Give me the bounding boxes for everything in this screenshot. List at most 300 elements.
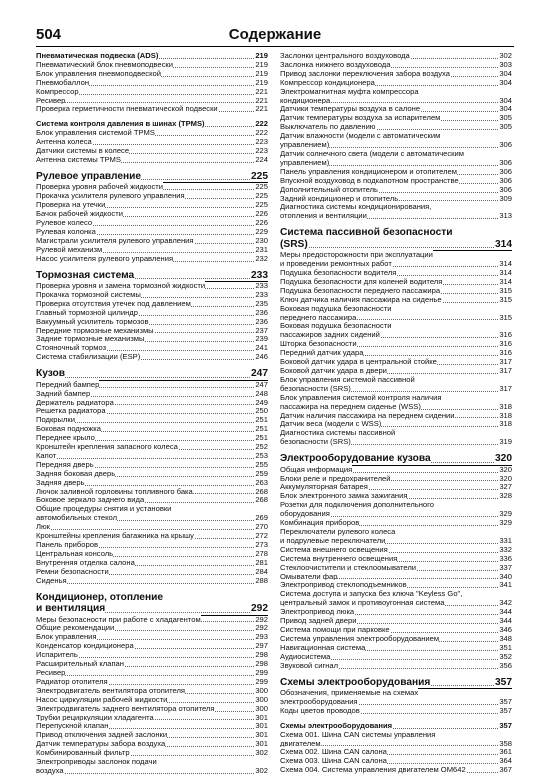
entry-page-number: 268: [255, 486, 268, 496]
entry-page-number: 348: [499, 633, 512, 643]
entry-page-number: 320: [499, 464, 512, 474]
entry-title: и проведении ремонтных работ: [280, 259, 392, 269]
entry-page-number: 319: [499, 437, 512, 447]
entry-page-number: 341: [499, 580, 512, 590]
entry-title: Передний датчик удара: [280, 348, 364, 358]
entry-page-number: 329: [499, 518, 512, 528]
entry-title: Стеклоочистители и стеклоомыватели: [280, 562, 417, 572]
entry-title: автомобильных стекол: [36, 513, 117, 523]
entry-page-number: 299: [255, 667, 268, 677]
entry-title: безопасности (SRS): [280, 437, 351, 447]
entry-title: Датчики системы в колесе: [36, 146, 130, 156]
section-page-number: 292: [251, 603, 268, 615]
entry-title: Диагностика системы пассивной: [280, 428, 396, 438]
entry-page-number: 300: [255, 703, 268, 713]
entry-title: Коды цветов проводов: [280, 705, 360, 715]
entry-page-number: 233: [255, 289, 268, 299]
entry-title: управлением): [280, 140, 330, 150]
entry-page-number: 232: [255, 253, 268, 263]
entry-page-number: 268: [255, 495, 268, 505]
toc-entry: [36, 353, 268, 362]
entry-page-number: 226: [255, 218, 268, 227]
entry-title: Электроприводы заслонок подачи: [36, 757, 157, 767]
entry-title: оборудования: [280, 509, 330, 519]
entry-title: и подрулевые переключатели: [280, 535, 386, 545]
entry-title: Капот: [36, 450, 57, 460]
entry-page-number: 327: [499, 482, 512, 492]
entry-title: Держатель радиатора: [36, 397, 114, 407]
entry-page-number: 305: [499, 113, 512, 123]
entry-title: Передние тормозные механизмы: [36, 325, 154, 335]
entry-page-number: 351: [499, 642, 512, 652]
toc-column-left: [36, 52, 268, 776]
entry-title: Насос циркуляции рабочей жидкости: [36, 694, 168, 704]
entry-page-number: 301: [255, 739, 268, 749]
entry-page-number: 221: [255, 104, 268, 114]
entry-title: Проверка уровня рабочей жидкости: [36, 182, 164, 192]
entry-title: Пневматическая подвеска (ADS): [36, 51, 159, 60]
entry-title: Кронштейны крепления багажника на крышу: [36, 531, 194, 541]
entry-title: Проверка уровня и замена тормозной жидкости: [36, 281, 206, 291]
entry-page-number: 306: [499, 140, 512, 150]
entry-page-number: 342: [499, 598, 512, 608]
entry-title: Компрессор: [36, 86, 79, 96]
entry-page-number: 304: [499, 68, 512, 78]
entry-title: Аудиосистема: [280, 651, 331, 661]
entry-title: Задняя боковая дверь: [36, 468, 116, 478]
entry-page-number: 225: [255, 200, 268, 210]
entry-title: Ресивер: [36, 667, 66, 677]
entry-page-number: 292: [255, 623, 268, 633]
entry-page-number: 221: [255, 95, 268, 105]
entry-page-number: 278: [255, 548, 268, 558]
entry-title: Вакуумный усилитель тормозов: [36, 316, 149, 326]
entry-title: Кронштейн крепления запасного колеса: [36, 442, 178, 452]
entry-page-number: 316: [499, 339, 512, 349]
entry-page-number: 320: [499, 473, 512, 483]
entry-page-number: 305: [499, 122, 512, 132]
entry-title: Боковая подушка безопасности: [280, 321, 392, 331]
entry-title: отопления и вентиляции: [280, 211, 367, 221]
entry-page-number: 250: [255, 406, 268, 416]
section-heading-line2: и вентиляция: [36, 603, 106, 615]
entry-page-number: 221: [255, 86, 268, 96]
entry-page-number: 306: [499, 166, 512, 176]
toc-entry: [36, 255, 268, 264]
entry-page-number: 301: [255, 730, 268, 740]
entry-page-number: 356: [499, 660, 512, 670]
entry-page-number: 235: [255, 298, 268, 308]
entry-title: Рулевая колонка: [36, 226, 96, 236]
entry-page-number: 231: [255, 244, 268, 254]
entry-title: Подушка безопасности переднего пассажира: [280, 285, 441, 295]
entry-page-number: 281: [255, 557, 268, 567]
entry-page-number: 219: [255, 77, 268, 87]
entry-title: Меры предосторожности при эксплуатации: [280, 250, 433, 260]
entry-page-number: 219: [255, 51, 268, 60]
entry-title: Аккумуляторная батарея: [280, 482, 368, 492]
entry-page-number: 328: [499, 491, 512, 501]
entry-title: Привод задней двери: [280, 616, 357, 626]
entry-title: Датчик веса (модели с WSS): [280, 419, 382, 429]
entry-title: Заслонки центрального воздуховода: [280, 51, 410, 60]
entry-page-number: 317: [499, 383, 512, 393]
entry-title: Ремни безопасности: [36, 566, 109, 576]
entry-title: Общие процедуры снятия и установки: [36, 504, 172, 514]
entry-title: Меры безопасности при работе с хладагентом: [36, 614, 201, 624]
entry-title: Насос усилителя рулевого управления: [36, 253, 174, 263]
entry-title: Боковая подножка: [36, 424, 101, 434]
section-page-number: 320: [495, 453, 512, 465]
entry-page-number: 337: [499, 562, 512, 572]
toc-entry: [36, 568, 268, 577]
entry-page-number: 306: [499, 184, 512, 194]
entry-page-number: 316: [499, 330, 512, 340]
entry-title: Омыватели фар: [280, 571, 338, 581]
page-title: Содержание: [228, 26, 322, 43]
section-heading: [36, 592, 268, 616]
section-page-number: 247: [251, 368, 268, 380]
entry-page-number: 236: [255, 307, 268, 317]
entry-page-number: 314: [499, 268, 512, 278]
entry-title: Задние тормозные механизмы: [36, 334, 145, 344]
entry-title: Блок управления: [36, 632, 97, 642]
entry-title: Общая информация: [280, 464, 353, 474]
entry-page-number: 247: [255, 379, 268, 389]
entry-page-number: 237: [255, 325, 268, 335]
entry-page-number: 272: [255, 531, 268, 541]
entry-page-number: 292: [255, 614, 268, 624]
entry-title: Рулевое колесо: [36, 218, 93, 227]
entry-title: Пневмобаллон: [36, 77, 90, 87]
section-heading-text: Кузов: [36, 368, 66, 380]
toc-entry: [36, 156, 268, 165]
toc-entry: [280, 212, 512, 221]
entry-title: Стояночный тормоз: [36, 343, 107, 353]
entry-title: Система помощи при парковке: [280, 624, 390, 634]
entry-title: Блоки реле и предохранителей: [280, 473, 391, 483]
entry-title: Датчик влажности (модели с автоматическим: [280, 131, 441, 141]
entry-title: Впускной воздуховод в подкапотном пространстве: [280, 175, 459, 185]
entry-page-number: 255: [255, 459, 268, 469]
entry-page-number: 301: [255, 712, 268, 722]
entry-title: Пневматический блок пневмоподвески: [36, 59, 173, 69]
entry-page-number: 317: [499, 366, 512, 375]
entry-title: Датчик наличия пассажира на переднем сидении: [280, 410, 455, 420]
entry-title: Задний кондиционер и отопитель: [280, 193, 399, 203]
entry-page-number: 219: [255, 68, 268, 78]
section-heading-line2: (SRS): [280, 238, 308, 250]
entry-title: Подушка безопасности для коленей водителя: [280, 276, 443, 286]
section-heading-text: Электрооборудование кузова: [280, 453, 431, 465]
entry-title: Проверка герметичности пневматической подвески: [36, 104, 218, 114]
entry-title: Схема 004. Система управления двигателем OM642: [280, 765, 466, 775]
toc-entry: [36, 767, 268, 776]
entry-title: пассажира на переднем сиденье (WSS): [280, 401, 421, 411]
entry-page-number: 302: [255, 748, 268, 758]
entry-title: Блок управления пневмоподвеской: [36, 68, 161, 78]
entry-title: Схемы электрооборудования: [280, 720, 393, 730]
entry-page-number: 314: [499, 276, 512, 286]
section-heading-line1: Кондиционер, отопление: [36, 591, 164, 603]
entry-page-number: 346: [499, 624, 512, 634]
entry-title: Передняя дверь: [36, 459, 94, 469]
entry-title: Комбинация приборов: [280, 518, 360, 528]
entry-title: Розетки для подключения дополнительного: [280, 500, 434, 510]
entry-page-number: 298: [255, 650, 268, 660]
entry-title: Центральная консоль: [36, 548, 114, 558]
toc-entry: [36, 577, 268, 586]
entry-title: переднего пассажира: [280, 312, 357, 322]
entry-title: кондиционера: [280, 95, 331, 105]
entry-title: Проверка отсутствия утечек под давлением: [36, 298, 191, 308]
toc-entry: [36, 443, 268, 452]
entry-page-number: 331: [499, 535, 512, 545]
entry-title: Испаритель: [36, 650, 78, 660]
toc-entry: [36, 758, 268, 767]
entry-page-number: 306: [499, 175, 512, 185]
entry-title: Передний бампер: [36, 379, 100, 389]
entry-page-number: 225: [255, 191, 268, 201]
entry-title: Комбинированный фильтр: [36, 748, 130, 758]
entry-title: Расширительный клапан: [36, 659, 124, 669]
entry-title: Главный тормозной цилиндр: [36, 307, 138, 317]
entry-title: пассажиров задних сидений: [280, 330, 380, 340]
entry-page-number: 249: [255, 397, 268, 407]
entry-title: Решетка радиатора: [36, 406, 106, 416]
entry-page-number: 364: [499, 756, 512, 766]
entry-page-number: 340: [499, 571, 512, 581]
entry-page-number: 222: [255, 128, 268, 138]
entry-page-number: 298: [255, 659, 268, 669]
section-page-number: 314: [495, 238, 512, 250]
entry-page-number: 304: [499, 104, 512, 114]
entry-title: Система управления электрооборудованием: [280, 633, 440, 643]
entry-title: Привод отключения задней заслонки: [36, 730, 168, 740]
section-heading-line1: Система пассивной безопасности: [280, 227, 453, 239]
entry-page-number: 273: [255, 540, 268, 549]
entry-title: Сиденья: [36, 575, 67, 585]
entry-page-number: 219: [255, 59, 268, 69]
entry-title: Блок управления системой TPMS: [36, 128, 155, 138]
toc-entry: [36, 660, 268, 669]
entry-page-number: 222: [255, 119, 268, 129]
entry-title: Лючок заливной горловины топливного бака: [36, 486, 193, 496]
entry-page-number: 248: [255, 388, 268, 398]
entry-title: Панель управления кондиционером и отопителем: [280, 166, 457, 176]
entry-title: управлением): [280, 157, 330, 167]
entry-title: Звуковой сигнал: [280, 660, 339, 670]
entry-page-number: 357: [499, 720, 512, 730]
entry-title: Компрессор кондиционера: [280, 77, 375, 87]
entry-title: Антенна колеса: [36, 137, 92, 147]
entry-title: Подушка безопасности водителя: [280, 268, 397, 278]
section-page-number: 225: [251, 170, 268, 182]
entry-title: Блок управления системой пассивной: [280, 374, 415, 384]
entry-title: безопасности (SRS): [280, 383, 351, 393]
entry-title: Проверка на утечки: [36, 200, 106, 210]
entry-page-number: 316: [499, 348, 512, 358]
entry-title: Система внешнего освещения: [280, 544, 388, 554]
section-heading: [280, 227, 512, 251]
entry-title: Электропривод люка: [280, 607, 355, 617]
entry-page-number: 315: [499, 285, 512, 295]
entry-title: Датчик солнечного света (модели с автоматическим: [280, 148, 464, 158]
entry-page-number: 306: [499, 157, 512, 167]
entry-page-number: 344: [499, 616, 512, 626]
entry-title: Датчики температуры воздуха в салоне: [280, 104, 421, 114]
toc-entry: [36, 105, 268, 114]
entry-title: Электропривод стеклоподъемников: [280, 580, 407, 590]
toc-entry: [36, 514, 268, 523]
entry-page-number: 300: [255, 694, 268, 704]
entry-page-number: 253: [255, 450, 268, 460]
entry-title: Боковой датчик удара в центральной стойке: [280, 357, 437, 367]
entry-title: Датчик температуры забора воздуха: [36, 739, 166, 749]
entry-page-number: 309: [499, 193, 512, 203]
entry-page-number: 288: [255, 575, 268, 585]
entry-title: Навигационная система: [280, 642, 366, 652]
entry-page-number: 224: [255, 154, 268, 164]
entry-page-number: 293: [255, 632, 268, 642]
entry-title: Подкрылки: [36, 415, 75, 425]
entry-title: Рулевой механизм: [36, 244, 103, 254]
entry-title: Прокачка усилителя рулевого управления: [36, 191, 185, 201]
section-page-number: 357: [495, 676, 512, 688]
entry-title: Диагностика системы кондиционирования,: [280, 202, 432, 212]
entry-page-number: 318: [499, 410, 512, 420]
entry-title: Датчик температуры воздуха за испарителем: [280, 113, 441, 123]
entry-page-number: 233: [255, 281, 268, 291]
page-number: 504: [36, 26, 62, 43]
entry-page-number: 317: [499, 357, 512, 367]
entry-title: Схема 001. Шина CAN системы управления: [280, 729, 436, 739]
entry-title: Переднее крыло: [36, 433, 95, 443]
entry-title: Выключатель по давлению: [280, 122, 376, 132]
entry-title: Люк: [36, 522, 51, 532]
entry-page-number: 270: [255, 522, 268, 532]
entry-title: Дополнительный отопитель: [280, 184, 379, 194]
entry-page-number: 251: [255, 415, 268, 425]
entry-page-number: 225: [255, 182, 268, 192]
entry-page-number: 314: [499, 259, 512, 269]
page-header: [36, 26, 514, 47]
toc-entry: [280, 662, 512, 671]
entry-title: Радиатор отопителя: [36, 676, 108, 686]
entry-title: двигателем: [280, 738, 321, 748]
section-heading-text: Рулевое управление: [36, 170, 142, 182]
entry-page-number: 315: [499, 294, 512, 304]
entry-title: Заслонка нижнего воздуховода: [280, 59, 391, 69]
entry-page-number: 236: [255, 316, 268, 326]
entry-title: Конденсатор кондиционера: [36, 641, 134, 651]
entry-title: Блок управления системой контроля наличия: [280, 392, 442, 402]
entry-page-number: 297: [255, 641, 268, 651]
entry-title: Электродвигатель заднего вентилятора отопителя: [36, 703, 215, 713]
entry-page-number: 302: [255, 765, 268, 775]
entry-page-number: 239: [255, 334, 268, 344]
entry-title: Боковое зеркало заднего вида: [36, 495, 145, 505]
entry-page-number: 230: [255, 235, 268, 245]
entry-page-number: 301: [255, 721, 268, 731]
entry-page-number: 332: [499, 544, 512, 554]
toc-entry: [280, 766, 512, 775]
entry-title: Электромагнитная муфта компрессора: [280, 86, 419, 96]
entry-title: Перепускной клапан: [36, 721, 109, 731]
entry-title: Боковая подушка безопасности: [280, 303, 392, 313]
entry-page-number: 284: [255, 566, 268, 576]
entry-title: Система контроля давления в шинах (TPMS): [36, 119, 205, 129]
entry-title: воздуха: [36, 765, 64, 775]
entry-page-number: 318: [499, 419, 512, 429]
entry-title: Трубки рециркуляции хладагента: [36, 712, 154, 722]
section-heading: [280, 453, 512, 466]
entry-page-number: 226: [255, 209, 268, 219]
entry-page-number: 252: [255, 442, 268, 452]
entry-title: Внутренняя отделка салона: [36, 557, 135, 567]
entry-title: Общие рекомендации: [36, 623, 115, 633]
section-heading: [36, 368, 268, 381]
entry-title: Система внутреннего освещения: [280, 553, 398, 563]
entry-page-number: 358: [499, 738, 512, 748]
entry-page-number: 302: [499, 51, 512, 60]
toc-entry: [280, 438, 512, 447]
entry-title: Антенна системы TPMS: [36, 154, 121, 164]
entry-page-number: 251: [255, 433, 268, 443]
entry-page-number: 299: [255, 676, 268, 686]
entry-title: Магистрали усилителя рулевого управления: [36, 235, 194, 245]
entry-title: Привод заслонки переключения забора воздуха: [280, 68, 450, 78]
entry-page-number: 241: [255, 343, 268, 353]
entry-page-number: 357: [499, 705, 512, 715]
entry-page-number: 223: [255, 137, 268, 147]
entry-title: Ключ датчика наличия пассажира на сиденье: [280, 294, 442, 304]
entry-page-number: 251: [255, 424, 268, 434]
entry-page-number: 318: [499, 401, 512, 411]
entry-title: Система доступа и запуска без ключа "Keyless Go",: [280, 589, 463, 599]
entry-page-number: 303: [499, 59, 512, 69]
entry-page-number: 352: [499, 651, 512, 661]
entry-title: Ресивер: [36, 95, 66, 105]
entry-title: Система стабилизации (ESP): [36, 352, 141, 362]
entry-title: Бачок рабочей жидкости: [36, 209, 123, 219]
entry-title: Прокачка тормозной системы: [36, 289, 141, 299]
entry-title: Задний бампер: [36, 388, 91, 398]
entry-title: Схема 002. Шина CAN салона: [280, 747, 387, 757]
entry-title: Боковой датчик удара в двери: [280, 366, 387, 375]
entry-page-number: 344: [499, 607, 512, 617]
entry-title: Схема 003. Шина CAN салона: [280, 756, 387, 766]
toc-entry: [280, 707, 512, 716]
entry-page-number: 336: [499, 553, 512, 563]
entry-title: электрооборудования: [280, 696, 358, 706]
section-page-number: 233: [251, 269, 268, 281]
entry-page-number: 304: [499, 95, 512, 105]
entry-page-number: 361: [499, 747, 512, 757]
toc-column-right: [280, 52, 512, 775]
entry-page-number: 229: [255, 226, 268, 236]
entry-page-number: 246: [255, 352, 268, 362]
entry-title: Переключатели рулевого колеса: [280, 527, 396, 536]
entry-page-number: 259: [255, 468, 268, 478]
entry-page-number: 263: [255, 477, 268, 487]
entry-page-number: 357: [499, 696, 512, 706]
entry-page-number: 304: [499, 77, 512, 87]
toc-entry: [36, 88, 268, 97]
entry-title: Блок электронного замка зажигания: [280, 491, 408, 501]
entry-page-number: 313: [499, 211, 512, 221]
section-heading-text: Схемы электрооборудования: [280, 676, 431, 688]
